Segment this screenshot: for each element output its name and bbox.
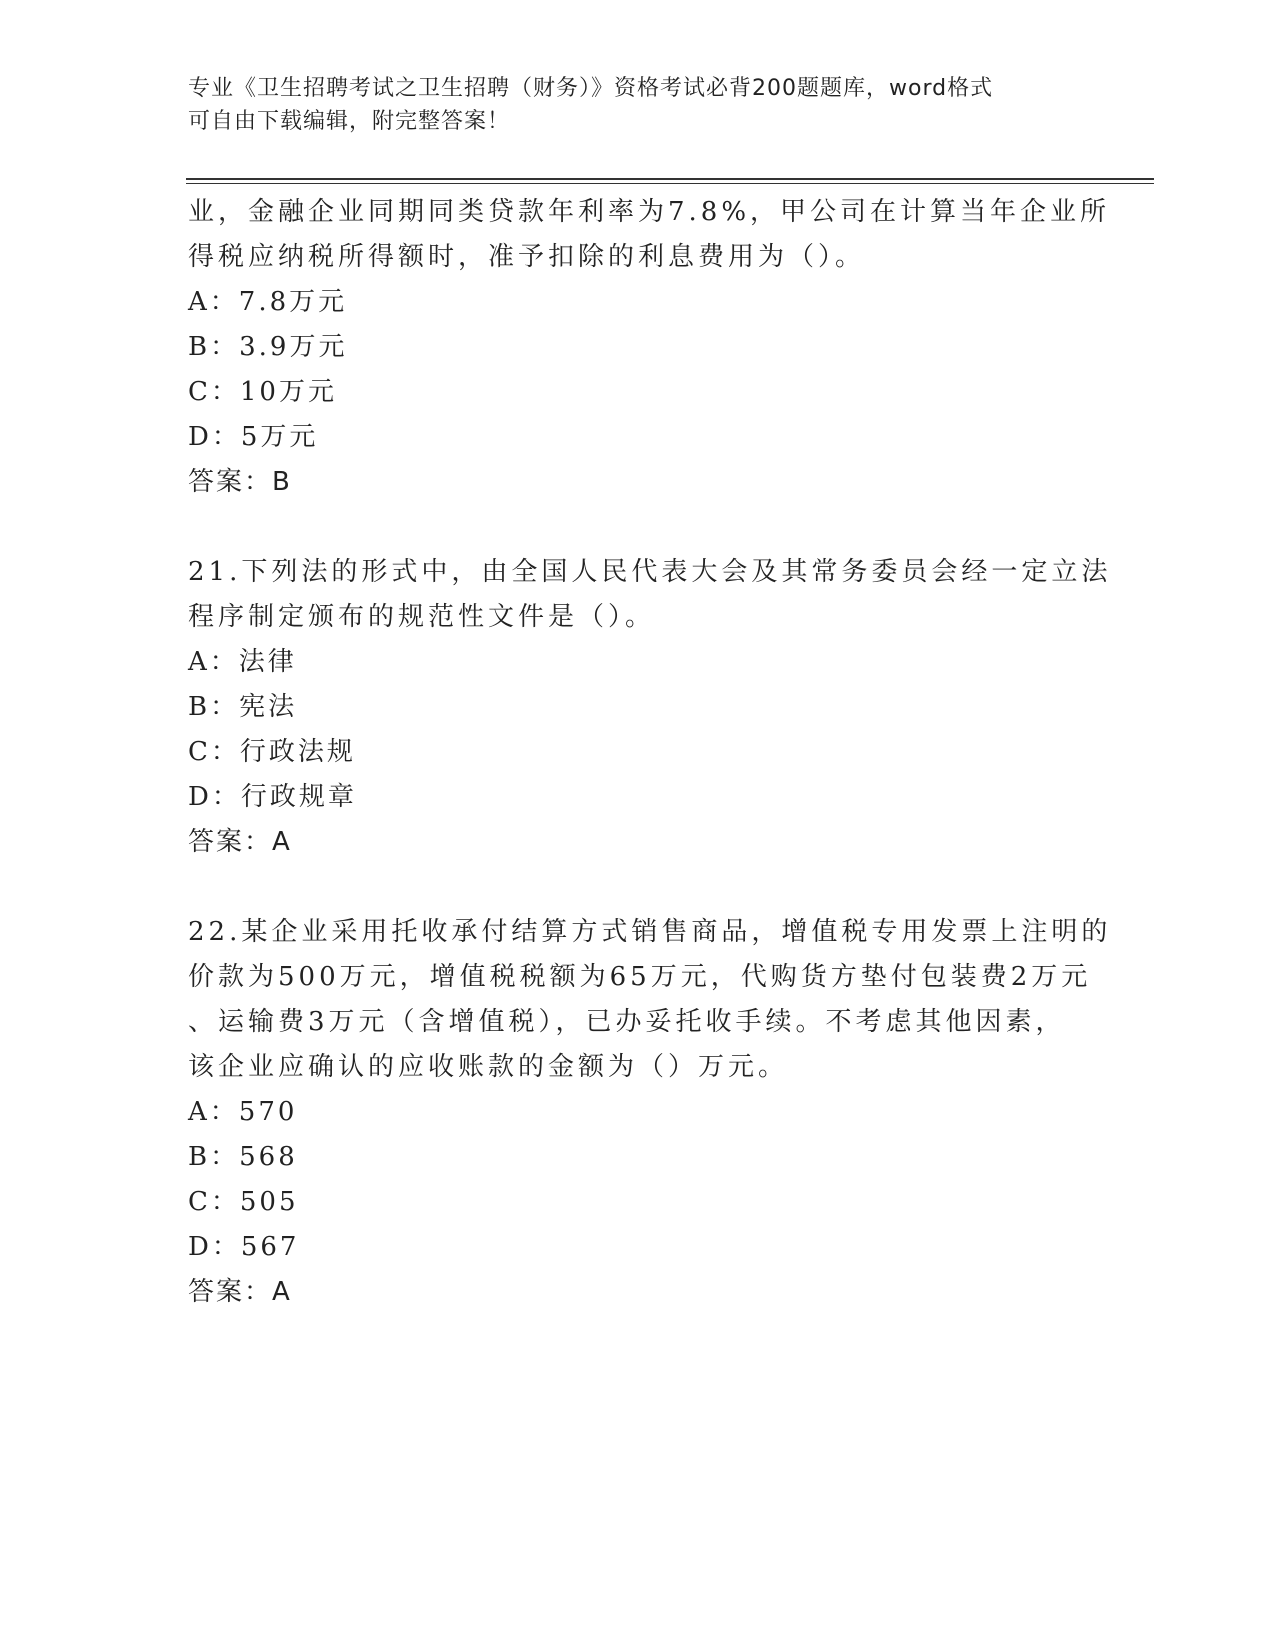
option-a: A：7.8万元	[188, 287, 348, 317]
question-stem-line: 价款为500万元，增值税税额为65万元，代购货方垫付包装费2万元	[188, 962, 1092, 992]
option-b: B：宪法	[188, 692, 298, 722]
header-line-2: 可自由下载编辑，附完整答案！	[188, 109, 511, 134]
question-stem-line: 21.下列法的形式中，由全国人民代表大会及其常务委员会经一定立法	[188, 557, 1112, 587]
answer-line: 答案：A	[188, 827, 292, 857]
option-b: B：568	[188, 1142, 298, 1172]
question-block	[188, 910, 1112, 1315]
question-list	[188, 190, 1112, 1315]
document-header	[188, 72, 1068, 138]
answer-line: 答案：A	[188, 1277, 292, 1307]
question-stem-line: 程序制定颁布的规范性文件是（）。	[188, 602, 656, 632]
question-stem-line: 得税应纳税所得额时，准予扣除的利息费用为（）。	[188, 242, 866, 272]
option-a: A：570	[188, 1097, 298, 1127]
spacer	[188, 505, 1088, 550]
question-stem-line: 该企业应确认的应收账款的金额为（）万元。	[188, 1052, 789, 1082]
option-d: D：行政规章	[188, 782, 357, 812]
header-line-1: 专业《卫生招聘考试之卫生招聘（财务）》资格考试必背200题题库，word格式	[188, 76, 994, 101]
option-a: A：法律	[188, 647, 297, 677]
option-c: C：10万元	[188, 377, 337, 407]
question-stem-line: 、运输费3万元（含增值税），已办妥托收手续。不考虑其他因素，	[188, 1007, 1066, 1037]
header-divider-thin	[186, 183, 1154, 184]
question-block	[188, 190, 1111, 505]
spacer	[188, 865, 1088, 910]
option-d: D：567	[188, 1232, 300, 1262]
option-b: B：3.9万元	[188, 332, 348, 362]
question-block	[188, 550, 1112, 865]
question-stem-line: 业，金融企业同期同类贷款年利率为7.8%，甲公司在计算当年企业所	[188, 197, 1111, 227]
option-c: C：505	[188, 1187, 299, 1217]
header-divider-thick	[186, 178, 1154, 180]
answer-line: 答案：B	[188, 467, 292, 497]
question-stem-line: 22.某企业采用托收承付结算方式销售商品，增值税专用发票上注明的	[188, 917, 1112, 947]
option-d: D：5万元	[188, 422, 319, 452]
option-c: C：行政法规	[188, 737, 356, 767]
